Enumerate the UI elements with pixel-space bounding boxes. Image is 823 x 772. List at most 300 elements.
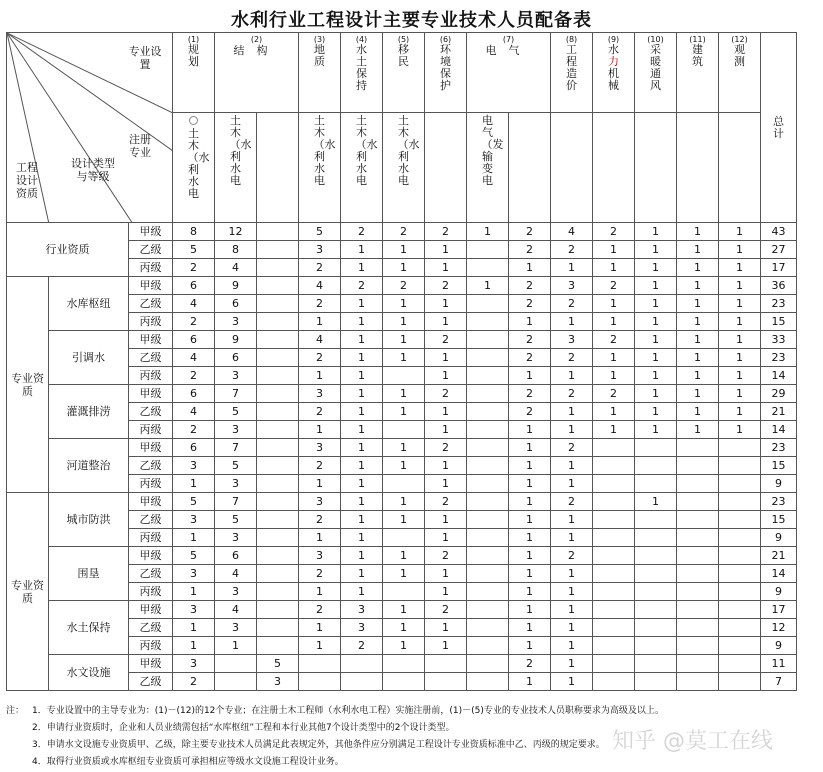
notes-label: 注： <box>6 706 25 716</box>
value-cell <box>467 367 509 385</box>
reg-cell-7b <box>509 113 551 223</box>
value-cell <box>257 457 299 475</box>
value-cell: 33 <box>761 331 797 349</box>
value-cell: 12 <box>761 619 797 637</box>
value-cell: 1 <box>593 403 635 421</box>
value-cell: 1 <box>341 475 383 493</box>
value-cell: 3 <box>299 385 341 403</box>
value-cell: 17 <box>761 601 797 619</box>
value-cell: 1 <box>719 277 761 295</box>
value-cell: 1 <box>509 529 551 547</box>
value-cell: 2 <box>551 295 593 313</box>
value-cell: 1 <box>635 295 677 313</box>
table-row <box>7 547 797 565</box>
value-cell <box>635 583 677 601</box>
col-header-12: (12) 观测 <box>719 33 761 113</box>
value-cell: 1 <box>341 403 383 421</box>
value-cell <box>677 493 719 511</box>
value-cell <box>467 241 509 259</box>
grade-cell: 乙级 <box>129 349 173 367</box>
value-cell: 2 <box>299 403 341 421</box>
value-cell: 2 <box>551 385 593 403</box>
grade-cell: 甲级 <box>129 331 173 349</box>
value-cell <box>467 583 509 601</box>
value-cell: 1 <box>635 421 677 439</box>
value-cell: 4 <box>173 295 215 313</box>
value-cell: 1 <box>425 349 467 367</box>
value-cell: 1 <box>551 565 593 583</box>
value-cell: 2 <box>173 673 215 691</box>
value-cell <box>257 349 299 367</box>
value-cell <box>593 493 635 511</box>
value-cell: 2 <box>173 367 215 385</box>
value-cell: 1 <box>425 457 467 475</box>
value-cell <box>467 259 509 277</box>
value-cell: 1 <box>299 367 341 385</box>
value-cell: 1 <box>299 583 341 601</box>
value-cell <box>593 511 635 529</box>
value-cell: 1 <box>341 241 383 259</box>
value-cell <box>257 511 299 529</box>
value-cell: 1 <box>509 421 551 439</box>
reg-cell-2: 土木（水利水电 <box>215 113 257 223</box>
note-4: 4．取得行业资质或水库枢纽专业资质可承担相应等级水文设施工程设计业务。 <box>32 757 344 767</box>
value-cell: 2 <box>341 223 383 241</box>
value-cell <box>257 295 299 313</box>
reg-cell-1: 土木（水利水电 <box>173 113 215 223</box>
grade-cell: 丙级 <box>129 259 173 277</box>
value-cell <box>719 475 761 493</box>
table-row <box>7 223 797 241</box>
value-cell: 1 <box>677 349 719 367</box>
value-cell: 11 <box>761 655 797 673</box>
value-cell <box>635 673 677 691</box>
value-cell <box>677 601 719 619</box>
value-cell: 7 <box>215 385 257 403</box>
col-header-10: (10) 采暖通风 <box>635 33 677 113</box>
value-cell: 1 <box>383 385 425 403</box>
value-cell: 3 <box>257 673 299 691</box>
value-cell: 3 <box>215 475 257 493</box>
value-cell: 9 <box>215 277 257 295</box>
value-cell: 1 <box>425 583 467 601</box>
value-cell: 1 <box>593 241 635 259</box>
value-cell <box>467 511 509 529</box>
value-cell: 1 <box>383 313 425 331</box>
value-cell: 1 <box>341 565 383 583</box>
value-cell <box>593 565 635 583</box>
value-cell: 1 <box>467 277 509 295</box>
value-cell: 23 <box>761 493 797 511</box>
value-cell: 14 <box>761 565 797 583</box>
value-cell: 1 <box>341 259 383 277</box>
value-cell <box>467 331 509 349</box>
value-cell: 1 <box>383 331 425 349</box>
value-cell <box>593 655 635 673</box>
value-cell: 2 <box>509 277 551 295</box>
value-cell <box>635 511 677 529</box>
value-cell <box>467 529 509 547</box>
value-cell <box>677 655 719 673</box>
value-cell: 1 <box>719 295 761 313</box>
grade-cell: 丙级 <box>129 313 173 331</box>
value-cell: 1 <box>635 493 677 511</box>
value-cell: 1 <box>719 421 761 439</box>
value-cell: 1 <box>425 421 467 439</box>
value-cell: 6 <box>215 547 257 565</box>
value-cell: 1 <box>635 259 677 277</box>
grade-cell: 甲级 <box>129 439 173 457</box>
page-title: 水利行业工程设计主要专业技术人员配备表 <box>231 10 592 31</box>
qualification-group-cell: 专业资质 <box>7 493 49 691</box>
value-cell <box>257 583 299 601</box>
value-cell <box>257 565 299 583</box>
value-cell: 1 <box>383 637 425 655</box>
value-cell: 1 <box>425 529 467 547</box>
value-cell: 1 <box>509 439 551 457</box>
value-cell: 1 <box>677 259 719 277</box>
value-cell <box>677 619 719 637</box>
value-cell: 1 <box>719 385 761 403</box>
value-cell: 29 <box>761 385 797 403</box>
value-cell: 1 <box>425 259 467 277</box>
value-cell: 1 <box>551 529 593 547</box>
value-cell: 1 <box>425 565 467 583</box>
value-cell <box>677 529 719 547</box>
value-cell: 9 <box>761 637 797 655</box>
value-cell <box>593 529 635 547</box>
value-cell: 2 <box>551 439 593 457</box>
value-cell: 1 <box>173 475 215 493</box>
value-cell <box>467 313 509 331</box>
value-cell: 1 <box>509 457 551 475</box>
value-cell <box>467 475 509 493</box>
value-cell <box>593 673 635 691</box>
value-cell <box>635 565 677 583</box>
value-cell: 1 <box>677 367 719 385</box>
reg-cell-10 <box>635 113 677 223</box>
value-cell <box>719 457 761 475</box>
value-cell: 21 <box>761 403 797 421</box>
value-cell: 6 <box>173 277 215 295</box>
value-cell: 1 <box>593 349 635 367</box>
value-cell: 3 <box>215 367 257 385</box>
value-cell: 5 <box>173 547 215 565</box>
value-cell <box>719 601 761 619</box>
value-cell: 1 <box>173 583 215 601</box>
value-cell <box>467 439 509 457</box>
value-cell: 14 <box>761 367 797 385</box>
value-cell: 4 <box>173 403 215 421</box>
value-cell: 6 <box>215 349 257 367</box>
value-cell: 2 <box>551 349 593 367</box>
value-cell: 1 <box>299 421 341 439</box>
value-cell: 1 <box>341 313 383 331</box>
value-cell <box>425 655 467 673</box>
value-cell: 36 <box>761 277 797 295</box>
corner-qualification-label: 工程设计资质 <box>16 161 38 200</box>
value-cell <box>677 583 719 601</box>
value-cell: 1 <box>551 619 593 637</box>
value-cell <box>257 637 299 655</box>
value-cell <box>593 439 635 457</box>
value-cell: 2 <box>299 565 341 583</box>
value-cell: 1 <box>383 403 425 421</box>
value-cell: 2 <box>173 313 215 331</box>
value-cell: 1 <box>425 313 467 331</box>
grade-cell: 甲级 <box>129 223 173 241</box>
value-cell: 1 <box>299 529 341 547</box>
value-cell: 2 <box>173 421 215 439</box>
value-cell: 1 <box>509 511 551 529</box>
reg-cell-2b <box>257 113 299 223</box>
reg-cell-12 <box>719 113 761 223</box>
grade-cell: 丙级 <box>129 637 173 655</box>
value-cell: 2 <box>593 277 635 295</box>
value-cell <box>719 439 761 457</box>
value-cell: 1 <box>425 367 467 385</box>
grade-cell: 乙级 <box>129 403 173 421</box>
value-cell <box>215 655 257 673</box>
design-type-cell: 城市防洪 <box>49 493 129 547</box>
value-cell <box>467 457 509 475</box>
value-cell: 3 <box>551 331 593 349</box>
staffing-table <box>6 32 797 691</box>
value-cell: 1 <box>509 565 551 583</box>
value-cell: 23 <box>761 295 797 313</box>
value-cell <box>593 475 635 493</box>
value-cell <box>299 673 341 691</box>
value-cell: 2 <box>425 385 467 403</box>
value-cell: 1 <box>635 349 677 367</box>
value-cell <box>383 673 425 691</box>
design-type-cell: 水库枢纽 <box>49 277 129 331</box>
value-cell <box>635 601 677 619</box>
value-cell: 1 <box>593 295 635 313</box>
value-cell <box>719 529 761 547</box>
reg-cell-9 <box>593 113 635 223</box>
value-cell: 1 <box>341 547 383 565</box>
value-cell <box>593 619 635 637</box>
value-cell: 1 <box>551 475 593 493</box>
value-cell: 6 <box>215 295 257 313</box>
grade-cell: 乙级 <box>129 295 173 313</box>
note-2: 2．申请行业资质时，企业和人员业绩需包括“水库枢纽”工程和本行业其他7个设计类型中的2个设计类型。 <box>32 723 455 733</box>
value-cell <box>467 295 509 313</box>
design-type-cell: 河道整治 <box>49 439 129 493</box>
note-1: 1．专业设置中的主导专业为：(1)－(12)的12个专业；在注册土木工程师（水利水电工程）实施注册前，(1)－(5)专业的专业技术人员职称要求为高级及以上。 <box>32 706 664 716</box>
grade-cell: 乙级 <box>129 673 173 691</box>
value-cell: 2 <box>509 385 551 403</box>
grade-cell: 乙级 <box>129 619 173 637</box>
value-cell <box>467 421 509 439</box>
value-cell: 1 <box>551 511 593 529</box>
value-cell: 1 <box>383 547 425 565</box>
value-cell: 1 <box>551 313 593 331</box>
value-cell: 1 <box>341 367 383 385</box>
value-cell <box>719 619 761 637</box>
value-cell: 1 <box>425 475 467 493</box>
value-cell: 1 <box>383 457 425 475</box>
value-cell: 1 <box>593 421 635 439</box>
value-cell <box>719 637 761 655</box>
value-cell <box>635 457 677 475</box>
qualification-group-cell: 行业资质 <box>7 223 129 277</box>
value-cell: 2 <box>551 493 593 511</box>
value-cell <box>635 529 677 547</box>
value-cell: 6 <box>173 439 215 457</box>
value-cell <box>719 673 761 691</box>
value-cell: 1 <box>509 637 551 655</box>
value-cell <box>215 673 257 691</box>
value-cell: 1 <box>383 349 425 367</box>
value-cell: 1 <box>509 475 551 493</box>
value-cell <box>383 367 425 385</box>
value-cell <box>635 475 677 493</box>
value-cell: 1 <box>509 601 551 619</box>
value-cell: 21 <box>761 547 797 565</box>
corner-design-label: 设计类型与等级 <box>71 157 115 183</box>
value-cell <box>467 565 509 583</box>
value-cell <box>593 583 635 601</box>
value-cell: 9 <box>761 475 797 493</box>
grade-cell: 乙级 <box>129 511 173 529</box>
value-cell: 2 <box>425 601 467 619</box>
value-cell: 6 <box>173 385 215 403</box>
value-cell <box>635 619 677 637</box>
col-header-4: (4) 水土保持 <box>341 33 383 113</box>
value-cell <box>467 637 509 655</box>
value-cell <box>257 475 299 493</box>
value-cell: 2 <box>509 241 551 259</box>
value-cell: 1 <box>383 565 425 583</box>
value-cell: 1 <box>509 493 551 511</box>
value-cell: 2 <box>509 331 551 349</box>
col-header-9: (9) 水力机械 <box>593 33 635 113</box>
value-cell <box>593 547 635 565</box>
value-cell: 1 <box>635 331 677 349</box>
value-cell: 2 <box>509 655 551 673</box>
value-cell: 3 <box>551 277 593 295</box>
value-cell: 2 <box>425 493 467 511</box>
value-cell: 2 <box>299 511 341 529</box>
value-cell <box>257 439 299 457</box>
value-cell: 1 <box>551 421 593 439</box>
col-header-6: (6) 环境保护 <box>425 33 467 113</box>
value-cell: 1 <box>719 241 761 259</box>
value-cell <box>257 619 299 637</box>
value-cell <box>635 547 677 565</box>
value-cell: 2 <box>593 331 635 349</box>
value-cell: 1 <box>551 601 593 619</box>
value-cell: 2 <box>425 547 467 565</box>
value-cell: 1 <box>677 223 719 241</box>
value-cell: 1 <box>341 349 383 367</box>
value-cell: 1 <box>509 367 551 385</box>
value-cell: 5 <box>257 655 299 673</box>
grade-cell: 丙级 <box>129 529 173 547</box>
value-cell: 1 <box>299 637 341 655</box>
value-cell: 1 <box>719 367 761 385</box>
value-cell: 7 <box>215 493 257 511</box>
value-cell: 3 <box>215 421 257 439</box>
value-cell: 1 <box>719 313 761 331</box>
value-cell <box>257 601 299 619</box>
value-cell <box>467 673 509 691</box>
value-cell: 3 <box>341 601 383 619</box>
value-cell: 1 <box>635 223 677 241</box>
value-cell: 1 <box>173 637 215 655</box>
value-cell <box>383 583 425 601</box>
reg-cell-11 <box>677 113 719 223</box>
value-cell: 27 <box>761 241 797 259</box>
value-cell: 3 <box>299 493 341 511</box>
value-cell: 1 <box>551 583 593 601</box>
value-cell: 1 <box>551 403 593 421</box>
value-cell <box>467 349 509 367</box>
grade-cell: 丙级 <box>129 367 173 385</box>
value-cell: 4 <box>215 259 257 277</box>
value-cell: 4 <box>299 277 341 295</box>
value-cell: 15 <box>761 313 797 331</box>
value-cell: 5 <box>215 457 257 475</box>
value-cell: 1 <box>635 385 677 403</box>
value-cell <box>719 583 761 601</box>
value-cell <box>677 673 719 691</box>
value-cell: 1 <box>383 493 425 511</box>
value-cell: 1 <box>677 421 719 439</box>
value-cell: 43 <box>761 223 797 241</box>
value-cell: 2 <box>299 349 341 367</box>
value-cell: 2 <box>383 223 425 241</box>
value-cell <box>257 331 299 349</box>
value-cell: 2 <box>509 295 551 313</box>
value-cell: 23 <box>761 439 797 457</box>
value-cell: 23 <box>761 349 797 367</box>
value-cell: 2 <box>299 295 341 313</box>
value-cell: 5 <box>173 241 215 259</box>
value-cell: 1 <box>383 511 425 529</box>
reg-cell-5: 土木（水利水电 <box>383 113 425 223</box>
value-cell <box>719 655 761 673</box>
value-cell: 2 <box>341 277 383 295</box>
value-cell: 14 <box>761 421 797 439</box>
value-cell: 1 <box>509 619 551 637</box>
design-type-cell: 围垦 <box>49 547 129 601</box>
value-cell: 3 <box>299 439 341 457</box>
value-cell <box>677 475 719 493</box>
value-cell: 1 <box>719 223 761 241</box>
value-cell: 8 <box>215 241 257 259</box>
value-cell: 1 <box>341 385 383 403</box>
grade-cell: 乙级 <box>129 565 173 583</box>
value-cell: 7 <box>215 439 257 457</box>
value-cell: 2 <box>509 349 551 367</box>
value-cell: 1 <box>299 619 341 637</box>
value-cell: 1 <box>635 367 677 385</box>
table-row <box>7 493 797 511</box>
table-row <box>7 439 797 457</box>
value-cell: 15 <box>761 457 797 475</box>
value-cell: 1 <box>341 331 383 349</box>
value-cell: 1 <box>173 619 215 637</box>
value-cell <box>341 673 383 691</box>
col-header-2: (2) 结构 <box>215 33 299 113</box>
value-cell: 1 <box>425 403 467 421</box>
value-cell: 1 <box>677 313 719 331</box>
value-cell: 2 <box>509 223 551 241</box>
value-cell <box>425 673 467 691</box>
